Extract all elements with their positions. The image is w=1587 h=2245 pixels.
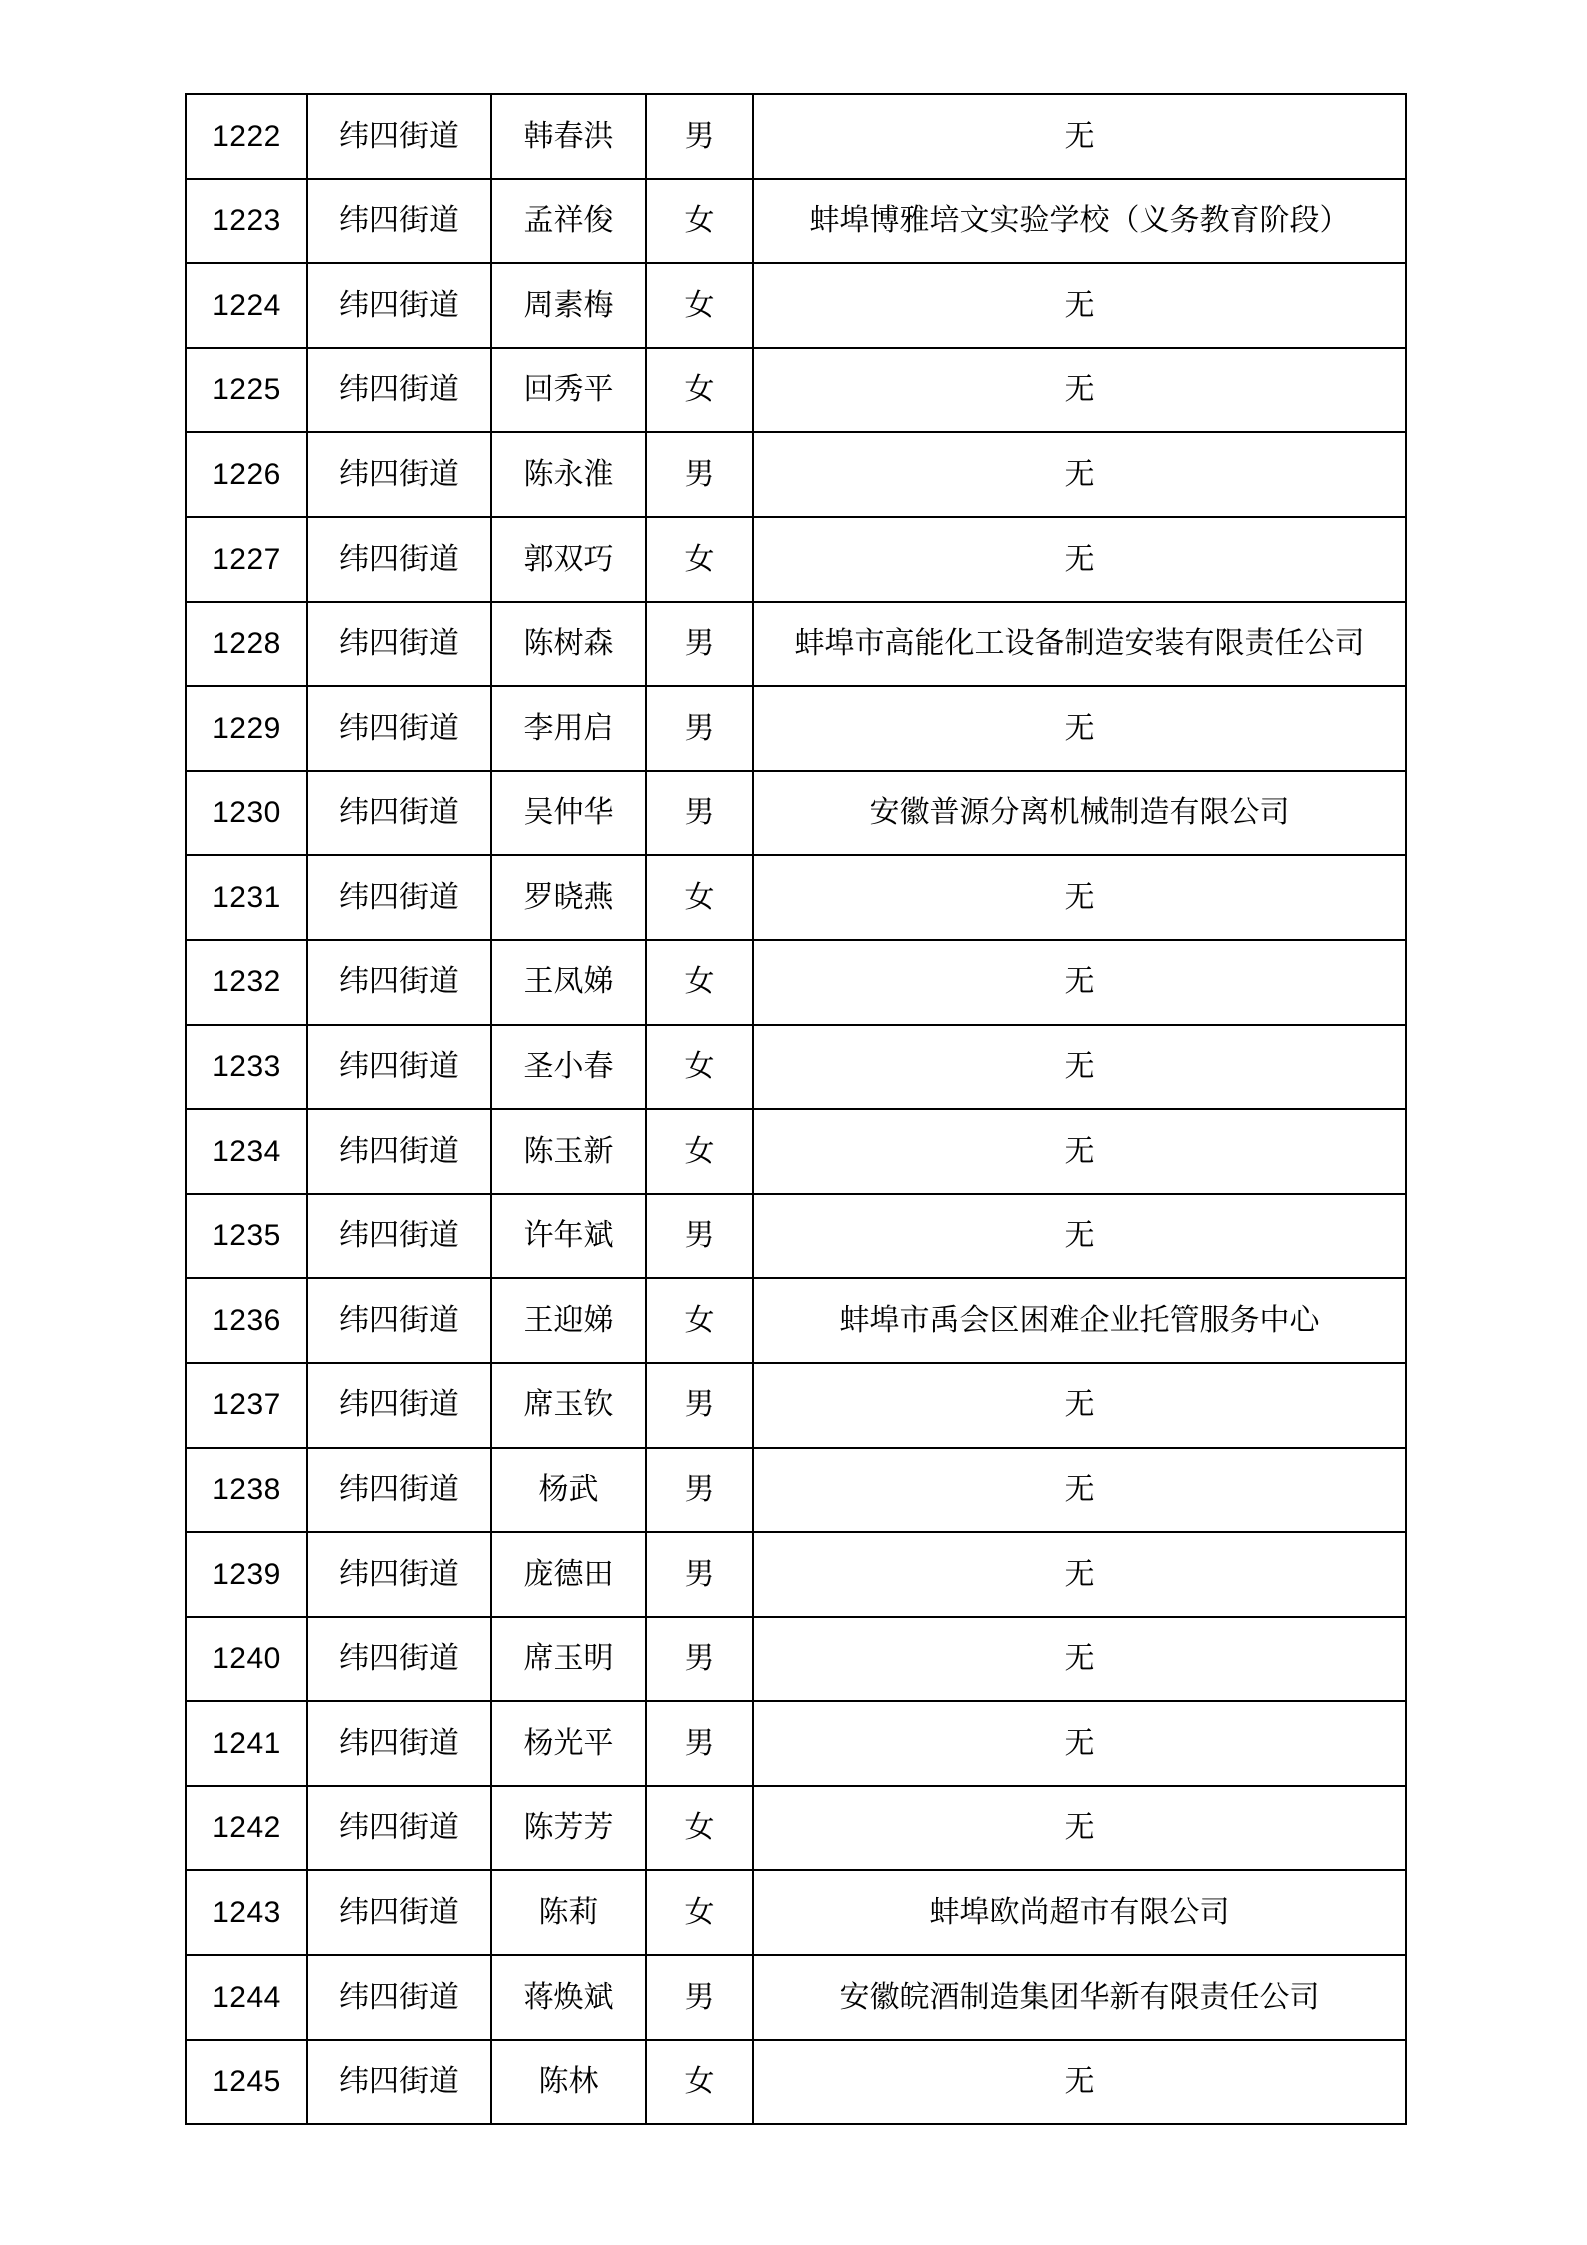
name-cell: 罗晓燕 <box>491 855 646 940</box>
street-cell: 纬四街道 <box>307 1955 491 2040</box>
employer-cell: 无 <box>753 432 1406 517</box>
serial-cell: 1238 <box>186 1448 307 1533</box>
gender-cell: 女 <box>646 179 753 264</box>
name-cell: 陈莉 <box>491 1870 646 1955</box>
table-row <box>186 855 1406 940</box>
street-cell: 纬四街道 <box>307 1448 491 1533</box>
gender-cell: 男 <box>646 94 753 179</box>
street-cell: 纬四街道 <box>307 348 491 433</box>
employer-cell: 蚌埠博雅培文实验学校（义务教育阶段） <box>753 179 1406 264</box>
name-cell: 杨光平 <box>491 1701 646 1786</box>
gender-cell: 女 <box>646 1786 753 1871</box>
name-cell: 陈芳芳 <box>491 1786 646 1871</box>
gender-cell: 女 <box>646 348 753 433</box>
serial-cell: 1237 <box>186 1363 307 1448</box>
table-row <box>186 602 1406 687</box>
gender-cell: 女 <box>646 1109 753 1194</box>
street-cell: 纬四街道 <box>307 855 491 940</box>
gender-cell: 男 <box>646 1701 753 1786</box>
serial-cell: 1234 <box>186 1109 307 1194</box>
gender-cell: 女 <box>646 940 753 1025</box>
table-row <box>186 1870 1406 1955</box>
gender-cell: 男 <box>646 1617 753 1702</box>
table-row <box>186 1701 1406 1786</box>
table-row <box>186 1448 1406 1533</box>
roster-table-body <box>186 94 1406 2124</box>
gender-cell: 女 <box>646 1025 753 1110</box>
name-cell: 庞德田 <box>491 1532 646 1617</box>
employer-cell: 无 <box>753 940 1406 1025</box>
street-cell: 纬四街道 <box>307 2040 491 2125</box>
serial-cell: 1223 <box>186 179 307 264</box>
employer-cell: 无 <box>753 1786 1406 1871</box>
employer-cell: 蚌埠市禹会区困难企业托管服务中心 <box>753 1278 1406 1363</box>
employer-cell: 安徽皖酒制造集团华新有限责任公司 <box>753 1955 1406 2040</box>
employer-cell: 安徽普源分离机械制造有限公司 <box>753 771 1406 856</box>
employer-cell: 无 <box>753 1025 1406 1110</box>
serial-cell: 1228 <box>186 602 307 687</box>
gender-cell: 女 <box>646 2040 753 2125</box>
gender-cell: 男 <box>646 432 753 517</box>
serial-cell: 1232 <box>186 940 307 1025</box>
street-cell: 纬四街道 <box>307 517 491 602</box>
name-cell: 圣小春 <box>491 1025 646 1110</box>
table-row <box>186 94 1406 179</box>
street-cell: 纬四街道 <box>307 1870 491 1955</box>
table-row <box>186 1786 1406 1871</box>
street-cell: 纬四街道 <box>307 1194 491 1279</box>
serial-cell: 1241 <box>186 1701 307 1786</box>
name-cell: 席玉钦 <box>491 1363 646 1448</box>
name-cell: 陈林 <box>491 2040 646 2125</box>
table-row <box>186 940 1406 1025</box>
employer-cell: 蚌埠市高能化工设备制造安装有限责任公司 <box>753 602 1406 687</box>
street-cell: 纬四街道 <box>307 179 491 264</box>
name-cell: 席玉明 <box>491 1617 646 1702</box>
street-cell: 纬四街道 <box>307 1109 491 1194</box>
name-cell: 吴仲华 <box>491 771 646 856</box>
name-cell: 陈树森 <box>491 602 646 687</box>
serial-cell: 1244 <box>186 1955 307 2040</box>
table-row <box>186 432 1406 517</box>
serial-cell: 1229 <box>186 686 307 771</box>
table-row <box>186 1532 1406 1617</box>
street-cell: 纬四街道 <box>307 94 491 179</box>
street-cell: 纬四街道 <box>307 686 491 771</box>
street-cell: 纬四街道 <box>307 771 491 856</box>
serial-cell: 1222 <box>186 94 307 179</box>
street-cell: 纬四街道 <box>307 1363 491 1448</box>
table-row <box>186 1278 1406 1363</box>
name-cell: 回秀平 <box>491 348 646 433</box>
street-cell: 纬四街道 <box>307 1786 491 1871</box>
employer-cell: 无 <box>753 686 1406 771</box>
street-cell: 纬四街道 <box>307 1532 491 1617</box>
table-row <box>186 1955 1406 2040</box>
employer-cell: 无 <box>753 1109 1406 1194</box>
employer-cell: 无 <box>753 1701 1406 1786</box>
gender-cell: 女 <box>646 1870 753 1955</box>
employer-cell: 蚌埠欧尚超市有限公司 <box>753 1870 1406 1955</box>
street-cell: 纬四街道 <box>307 1025 491 1110</box>
name-cell: 许年斌 <box>491 1194 646 1279</box>
table-row <box>186 1363 1406 1448</box>
gender-cell: 女 <box>646 855 753 940</box>
gender-cell: 男 <box>646 686 753 771</box>
name-cell: 王凤娣 <box>491 940 646 1025</box>
table-row <box>186 1194 1406 1279</box>
serial-cell: 1236 <box>186 1278 307 1363</box>
table-row <box>186 1109 1406 1194</box>
serial-cell: 1227 <box>186 517 307 602</box>
name-cell: 李用启 <box>491 686 646 771</box>
name-cell: 陈永淮 <box>491 432 646 517</box>
name-cell: 周素梅 <box>491 263 646 348</box>
serial-cell: 1225 <box>186 348 307 433</box>
employer-cell: 无 <box>753 263 1406 348</box>
table-row <box>186 771 1406 856</box>
serial-cell: 1239 <box>186 1532 307 1617</box>
serial-cell: 1243 <box>186 1870 307 1955</box>
street-cell: 纬四街道 <box>307 1617 491 1702</box>
gender-cell: 女 <box>646 263 753 348</box>
table-row <box>186 1025 1406 1110</box>
employer-cell: 无 <box>753 1194 1406 1279</box>
serial-cell: 1230 <box>186 771 307 856</box>
name-cell: 韩春洪 <box>491 94 646 179</box>
serial-cell: 1224 <box>186 263 307 348</box>
name-cell: 郭双巧 <box>491 517 646 602</box>
table-row <box>186 517 1406 602</box>
gender-cell: 男 <box>646 1194 753 1279</box>
employer-cell: 无 <box>753 1617 1406 1702</box>
name-cell: 杨武 <box>491 1448 646 1533</box>
serial-cell: 1242 <box>186 1786 307 1871</box>
serial-cell: 1233 <box>186 1025 307 1110</box>
street-cell: 纬四街道 <box>307 263 491 348</box>
employer-cell: 无 <box>753 855 1406 940</box>
street-cell: 纬四街道 <box>307 940 491 1025</box>
table-row <box>186 686 1406 771</box>
gender-cell: 女 <box>646 517 753 602</box>
serial-cell: 1235 <box>186 1194 307 1279</box>
serial-cell: 1240 <box>186 1617 307 1702</box>
name-cell: 王迎娣 <box>491 1278 646 1363</box>
serial-cell: 1231 <box>186 855 307 940</box>
table-row <box>186 1617 1406 1702</box>
gender-cell: 男 <box>646 1363 753 1448</box>
serial-cell: 1226 <box>186 432 307 517</box>
name-cell: 蒋焕斌 <box>491 1955 646 2040</box>
street-cell: 纬四街道 <box>307 1701 491 1786</box>
gender-cell: 男 <box>646 1955 753 2040</box>
employer-cell: 无 <box>753 517 1406 602</box>
employer-cell: 无 <box>753 348 1406 433</box>
table-row <box>186 263 1406 348</box>
gender-cell: 男 <box>646 1532 753 1617</box>
employer-cell: 无 <box>753 1363 1406 1448</box>
name-cell: 陈玉新 <box>491 1109 646 1194</box>
table-row <box>186 179 1406 264</box>
street-cell: 纬四街道 <box>307 1278 491 1363</box>
employer-cell: 无 <box>753 94 1406 179</box>
roster-table <box>185 93 1407 2125</box>
gender-cell: 男 <box>646 771 753 856</box>
gender-cell: 男 <box>646 1448 753 1533</box>
serial-cell: 1245 <box>186 2040 307 2125</box>
employer-cell: 无 <box>753 1448 1406 1533</box>
street-cell: 纬四街道 <box>307 602 491 687</box>
employer-cell: 无 <box>753 1532 1406 1617</box>
employer-cell: 无 <box>753 2040 1406 2125</box>
street-cell: 纬四街道 <box>307 432 491 517</box>
table-row <box>186 348 1406 433</box>
gender-cell: 女 <box>646 1278 753 1363</box>
table-row <box>186 2040 1406 2125</box>
name-cell: 孟祥俊 <box>491 179 646 264</box>
gender-cell: 男 <box>646 602 753 687</box>
